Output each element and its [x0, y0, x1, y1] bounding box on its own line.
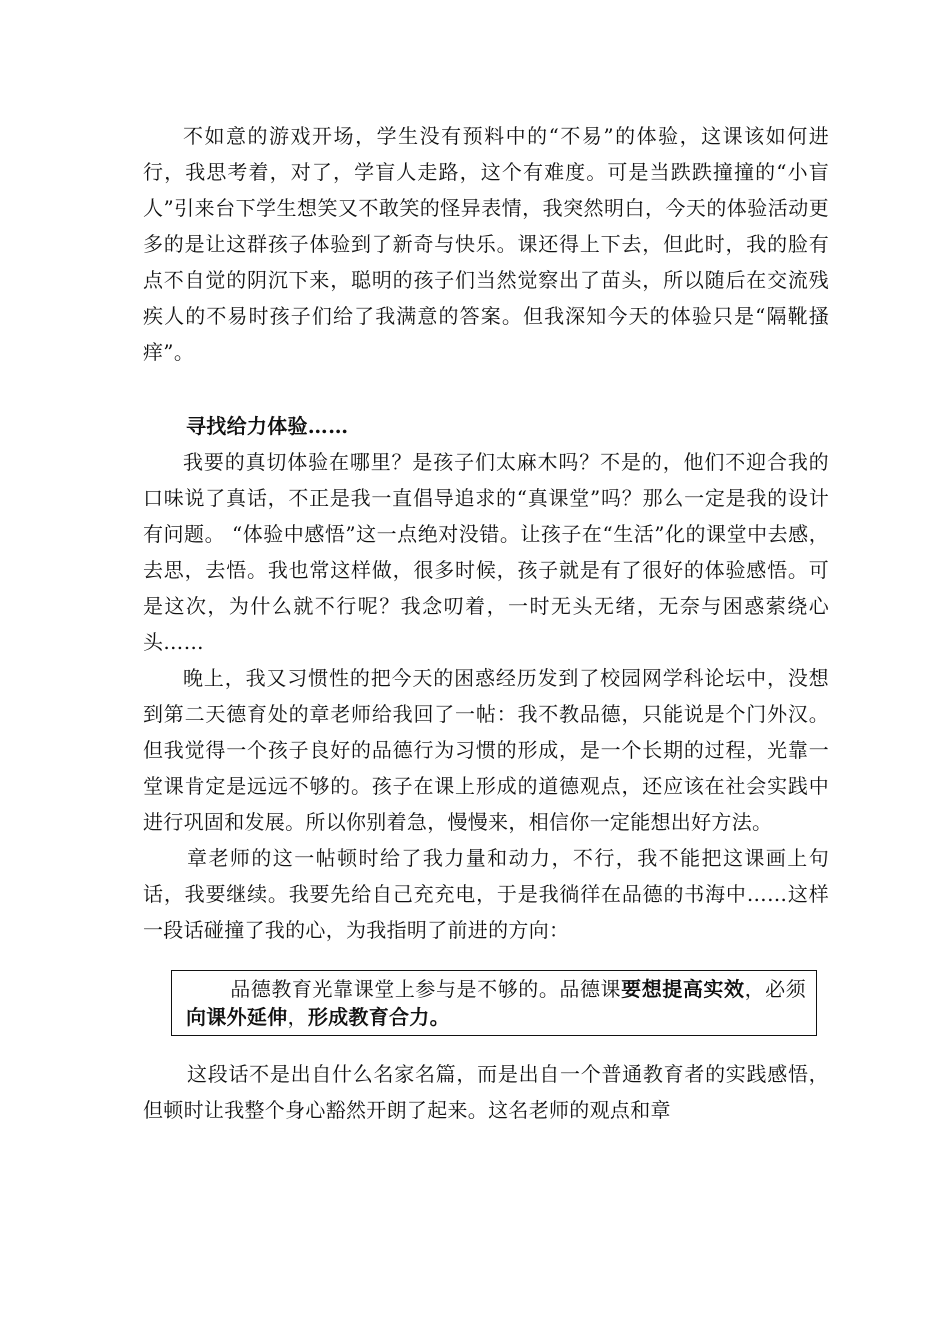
paragraph-game-opening: 不如意的游戏开场，学生没有预料中的“不易”的体验，这课该如何进行，我思考着，对了，学盲人走路，这个有难度。可是当跌跌撞撞的“小盲人”引来台下学生想笑又不敢笑的怪异表情，我突然明白，今天的体验活动更多的是让这群孩子体验到了新奇与快乐。课还得上下去，但此时，我的脸有点不自觉的阴沉下来，聪明的孩子们当然觉察出了苗头，所以随后在交流残疾人的不易时孩子们给了我满意的答案。但我深知今天的体验只是“隔靴搔痒”。 [143, 124, 829, 364]
paragraph-forum-reply: 晚上，我又习惯性的把今天的困惑经历发到了校园网学科论坛中，没想到第二天德育处的章老师给我回了一帖：我不教品德，只能说是个门外汉。但我觉得一个孩子良好的品德行为习惯的形成，是一个长期的过程，光靠一堂课肯定是远远不够的。孩子在课上形成的道德观点，还应该在社会实践中进行巩固和发展。所以你别着急，慢慢来，相信你一定能想出好方法。 [143, 666, 829, 834]
paragraph-motivation: 章老师的这一帖顿时给了我力量和动力，不行，我不能把这课画上句话，我要继续。我要先给自己充充电，于是我徜徉在品德的书海中……这样一段话碰撞了我的心，为我指明了前进的方向： [143, 846, 829, 942]
paragraph-gap [143, 370, 829, 408]
quote-text-2: ，必须 [744, 977, 807, 1001]
quote-text-3: ， [287, 1005, 308, 1029]
paragraph-reflection: 这段话不是出自什么名家名篇，而是出自一个普通教育者的实践感悟，但顿时让我整个身心豁然开朗了起来。这名老师的观点和章 [143, 1062, 829, 1122]
document-page [143, 118, 829, 1128]
paragraph-seeking-experience: 我要的真切体验在哪里？是孩子们太麻木吗？不是的，他们不迎合我的口味说了真话，不正是我一直倡导追求的“真课堂”吗？那么一定是我的设计有问题。 “体验中感悟”这一点绝对没错。让孩子在“生活”化的课堂中去感，去思，去悟。我也常这样做，很多时候，孩子就是有了很好的体验感悟。可是这次，为什么就不行呢？我念叨着，一时无头无绪，无奈与困惑萦绕心头…… [143, 450, 829, 654]
quote-bold-3: 形成教育合力。 [307, 1005, 450, 1029]
quote-bold-1: 要想提高实效 [621, 977, 745, 1001]
quote-box [171, 970, 817, 1036]
quote-text-1: 品德教育光靠课堂上参与是不够的。品德课 [230, 977, 622, 1001]
section-heading: 寻找给力体验…… [186, 414, 349, 438]
quote-bold-2: 向课外延伸 [186, 1005, 288, 1029]
